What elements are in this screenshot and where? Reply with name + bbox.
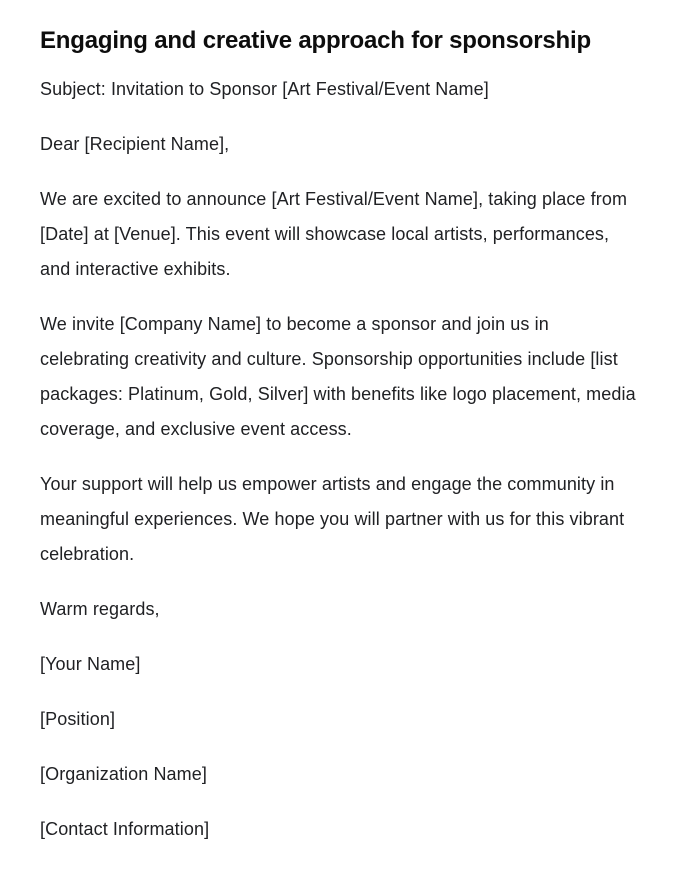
body-paragraph-support: Your support will help us empower artists and engage the community in meaningful experiences. We hope you will partner with us for this vibrant celebration.: [40, 474, 625, 564]
signature-organization-name: [Organization Name]: [40, 764, 207, 784]
subject-line: Subject: Invitation to Sponsor [Art Festival/Event Name]: [40, 79, 489, 99]
body-paragraph-invitation: We invite [Company Name] to become a sponsor and join us in celebrating creativity and culture. Sponsorship opportunities include [list packages: Platinum, Gold, Silver] with benefits like logo placement, media coverage, and exclusive event access.: [40, 314, 636, 439]
body-paragraph-announcement: We are excited to announce [Art Festival/Event Name], taking place from [Date] at [Venue]. This event will showcase local artists, performances, and interactive exhibits.: [40, 189, 628, 279]
page-title: Engaging and creative approach for sponsorship: [40, 27, 591, 54]
salutation-line: Dear [Recipient Name],: [40, 134, 230, 154]
closing-line: Warm regards,: [40, 599, 160, 619]
signature-contact-information: [Contact Information]: [40, 819, 210, 839]
signature-position: [Position]: [40, 709, 116, 729]
signature-your-name: [Your Name]: [40, 654, 141, 674]
